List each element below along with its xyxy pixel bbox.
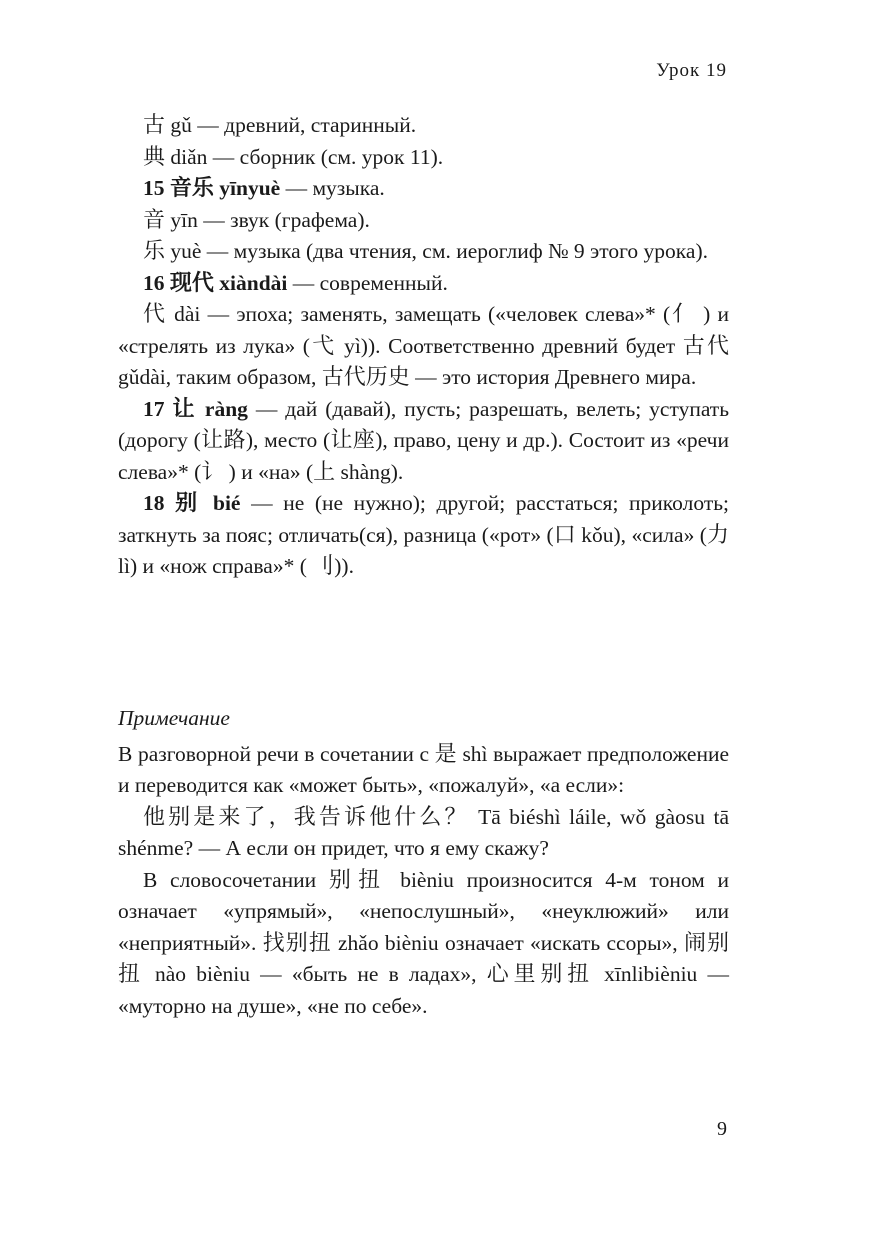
note-example: 他别是来了，我告诉他什么？ Tā biéshì láile, wǒ gàosu tā shénme? — А если он придет, что я ему скажу? xyxy=(118,804,729,860)
note-paragraph-1: В разговорной речи в сочетании с 是 shì выражает предположение и переводится как «может быть», «пожалуй», «а если»: xyxy=(118,741,729,797)
entry-18-bie: 18 别 bié — не (не нужно); другой; расстаться; приколоть; заткнуть за пояс; отличать(ся), разница («рот» (口 kǒu), «сила» (力 lì) и «нож справа»* ( 刂)). xyxy=(118,491,729,579)
char-dian: 典 xyxy=(143,144,166,170)
entry-dai: 代 dài — эпоха; заменять, замещать («человек слева»* (亻 ) и «стрелять из лука» (弋 yì)). Соответственно древний будет 古代 gǔdài, таким образом, 古代历史 — это история Древнего мира. xyxy=(118,302,729,390)
entry-gu: 古 gǔ — древний, старинный. xyxy=(143,113,417,138)
entry-yin: 音 yīn — звук (графема). xyxy=(143,207,370,233)
vocabulary-section xyxy=(118,110,729,583)
entry-17-rang: 17 让 ràng — дай (давай), пусть; разрешать, велеть; уступать (дорогу (让路), место (让座), право, цену и др.). Состоит из «речи слева»* (讠 ) и «на» (上 shàng). xyxy=(118,396,730,485)
char-gu: 古 xyxy=(143,113,166,138)
running-header: Урок 19 xyxy=(656,60,727,81)
headword-xiandai: 现代 xyxy=(169,270,214,296)
page-number: 9 xyxy=(717,1118,727,1140)
note-paragraph-2: В словосочетании 别扭 bièniu произносится 4-м тоном и означает «упрямый», «непослушный», «неуклюжий» или «неприятный». 找别扭 zhǎo bièniu означает «искать ссоры», 闹别扭 nào bièniu — «быть не в ладах», 心里别扭 xīnlibièniu — «муторно на душе», «не по себе». xyxy=(118,867,729,1018)
headword-rang: 让 xyxy=(172,396,197,422)
entry-16-xiandai: 16 现代 xiàndài — современный. xyxy=(143,270,448,296)
entry-15-yinyue: 15 音乐 yīnyuè — музыка. xyxy=(143,176,385,201)
entry-yue: 乐 yuè — музыка (два чтения, см. иероглиф № 9 этого урока). xyxy=(143,239,708,264)
note-section xyxy=(118,703,729,1022)
note-title: Примечание xyxy=(118,706,230,730)
headword-bie: 别 xyxy=(175,491,203,516)
entry-dian: 典 diǎn — сборник (см. урок 11). xyxy=(143,144,444,170)
headword-yinyue: 音乐 xyxy=(169,176,214,201)
